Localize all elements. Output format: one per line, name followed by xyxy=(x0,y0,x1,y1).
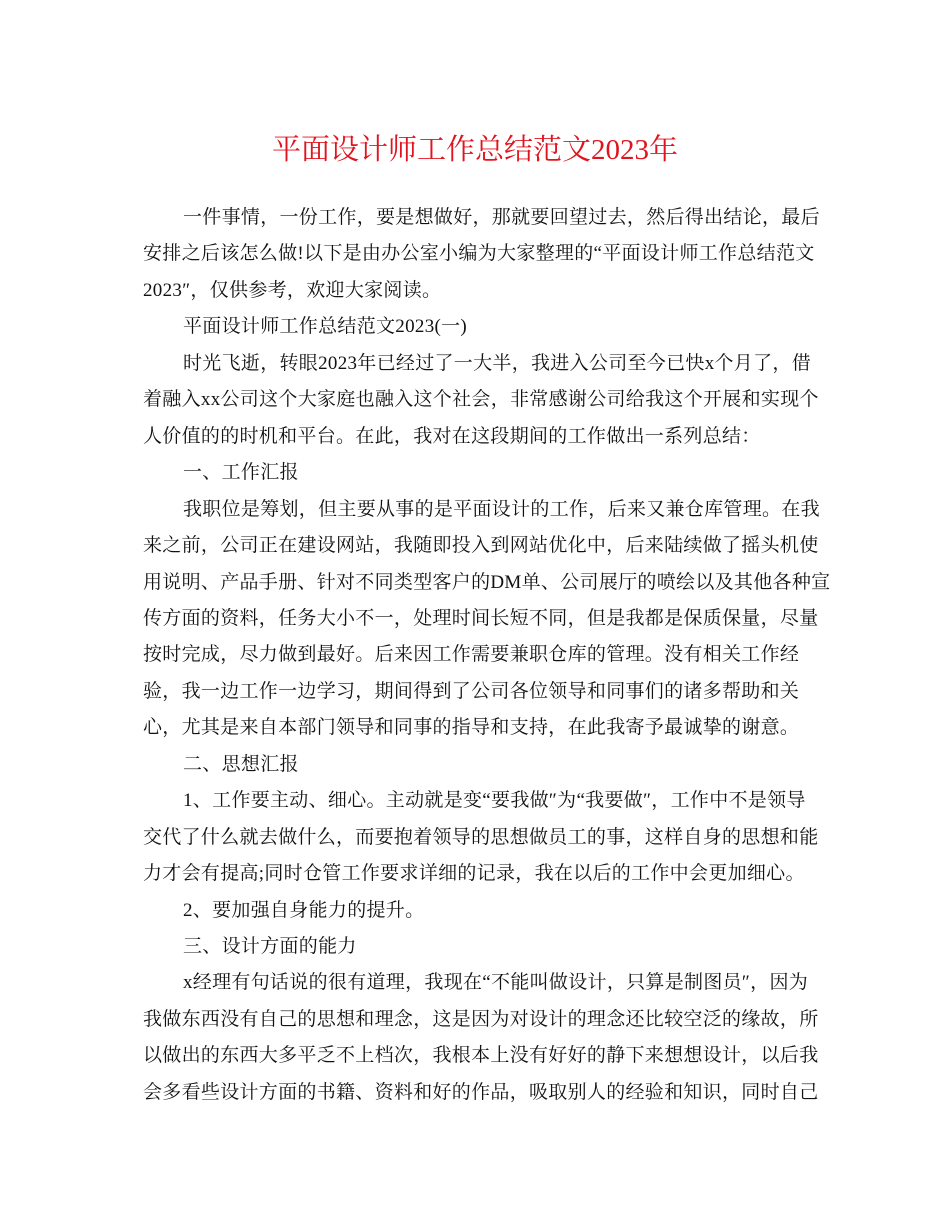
text-line: 2023″，仅供参考，欢迎大家阅读。 xyxy=(143,279,442,301)
text-line: 按时完成，尽力做到最好。后来因工作需要兼职仓库的管理。没有相关工作经 xyxy=(143,644,800,666)
text-line: 1、工作要主动、细心。主动就是变“要我做″为“我要做″，工作中不是领导 xyxy=(183,790,806,812)
text-line: 一件事情，一份工作，要是想做好，那就要回望过去，然后得出结论，最后 xyxy=(183,207,820,228)
text-line: 验，我一边工作一边学习，期间得到了公司各位领导和同事们的诸多帮助和关 xyxy=(143,680,800,702)
text-line: x经理有句话说的很有道理，我现在“不能叫做设计，只算是制图员″，因为 xyxy=(183,972,809,994)
text-line: 着融入xx公司这个大家庭也融入这个社会，非常感谢公司给我这个开展和实现个 xyxy=(143,389,819,411)
text-line: 三、设计方面的能力 xyxy=(183,936,357,957)
text-line: 2、要加强自身能力的提升。 xyxy=(183,899,425,921)
text-line: 会多看些设计方面的书籍、资料和好的作品，吸取别人的经验和知识，同时自己 xyxy=(143,1081,819,1103)
text-line: 平面设计师工作总结范文2023(一) xyxy=(183,316,468,338)
text-line: 心，尤其是来自本部门领导和同事的指导和支持，在此我寄予最诚挚的谢意。 xyxy=(143,717,800,739)
text-line: 以做出的东西大多平乏不上档次，我根本上没有好好的静下来想想设计，以后我 xyxy=(143,1045,819,1067)
text-line: 交代了什么就去做什么，而要抱着领导的思想做员工的事，这样自身的思想和能 xyxy=(143,826,819,848)
text-line: 二、思想汇报 xyxy=(183,753,299,775)
text-line: 来之前，公司正在建设网站，我随即投入到网站优化中，后来陆续做了摇头机使 xyxy=(143,535,819,557)
text-line: 人价值的的时机和平台。在此，我对在这段期间的工作做出一系列总结： xyxy=(143,425,761,447)
text-line: 时光飞逝，转眼2023年已经过了一大半，我进入公司至今已快x个月了，借 xyxy=(183,352,812,374)
text-line: 我职位是筹划，但主要从事的是平面设计的工作，后来又兼仓库管理。在我 xyxy=(183,498,820,520)
document-title: 平面设计师工作总结范文2023年 xyxy=(271,134,678,166)
text-line: 力才会有提高;同时仓管工作要求详细的记录，我在以后的工作中会更加细心。 xyxy=(143,863,805,885)
text-line: 用说明、产品手册、针对不同类型客户的DM单、公司展厅的喷绘以及其他各种宣 xyxy=(143,571,831,593)
text-line: 传方面的资料，任务大小不一，处理时间长短不同，但是我都是保质保量，尽量 xyxy=(143,607,819,629)
text-line: 一、工作汇报 xyxy=(183,462,299,484)
text-line: 安排之后该怎么做!以下是由办公室小编为大家整理的“平面设计师工作总结范文 xyxy=(143,243,815,265)
text-line: 我做东西没有自己的思想和理念，这是因为对设计的理念还比较空泛的缘故，所 xyxy=(143,1008,819,1030)
